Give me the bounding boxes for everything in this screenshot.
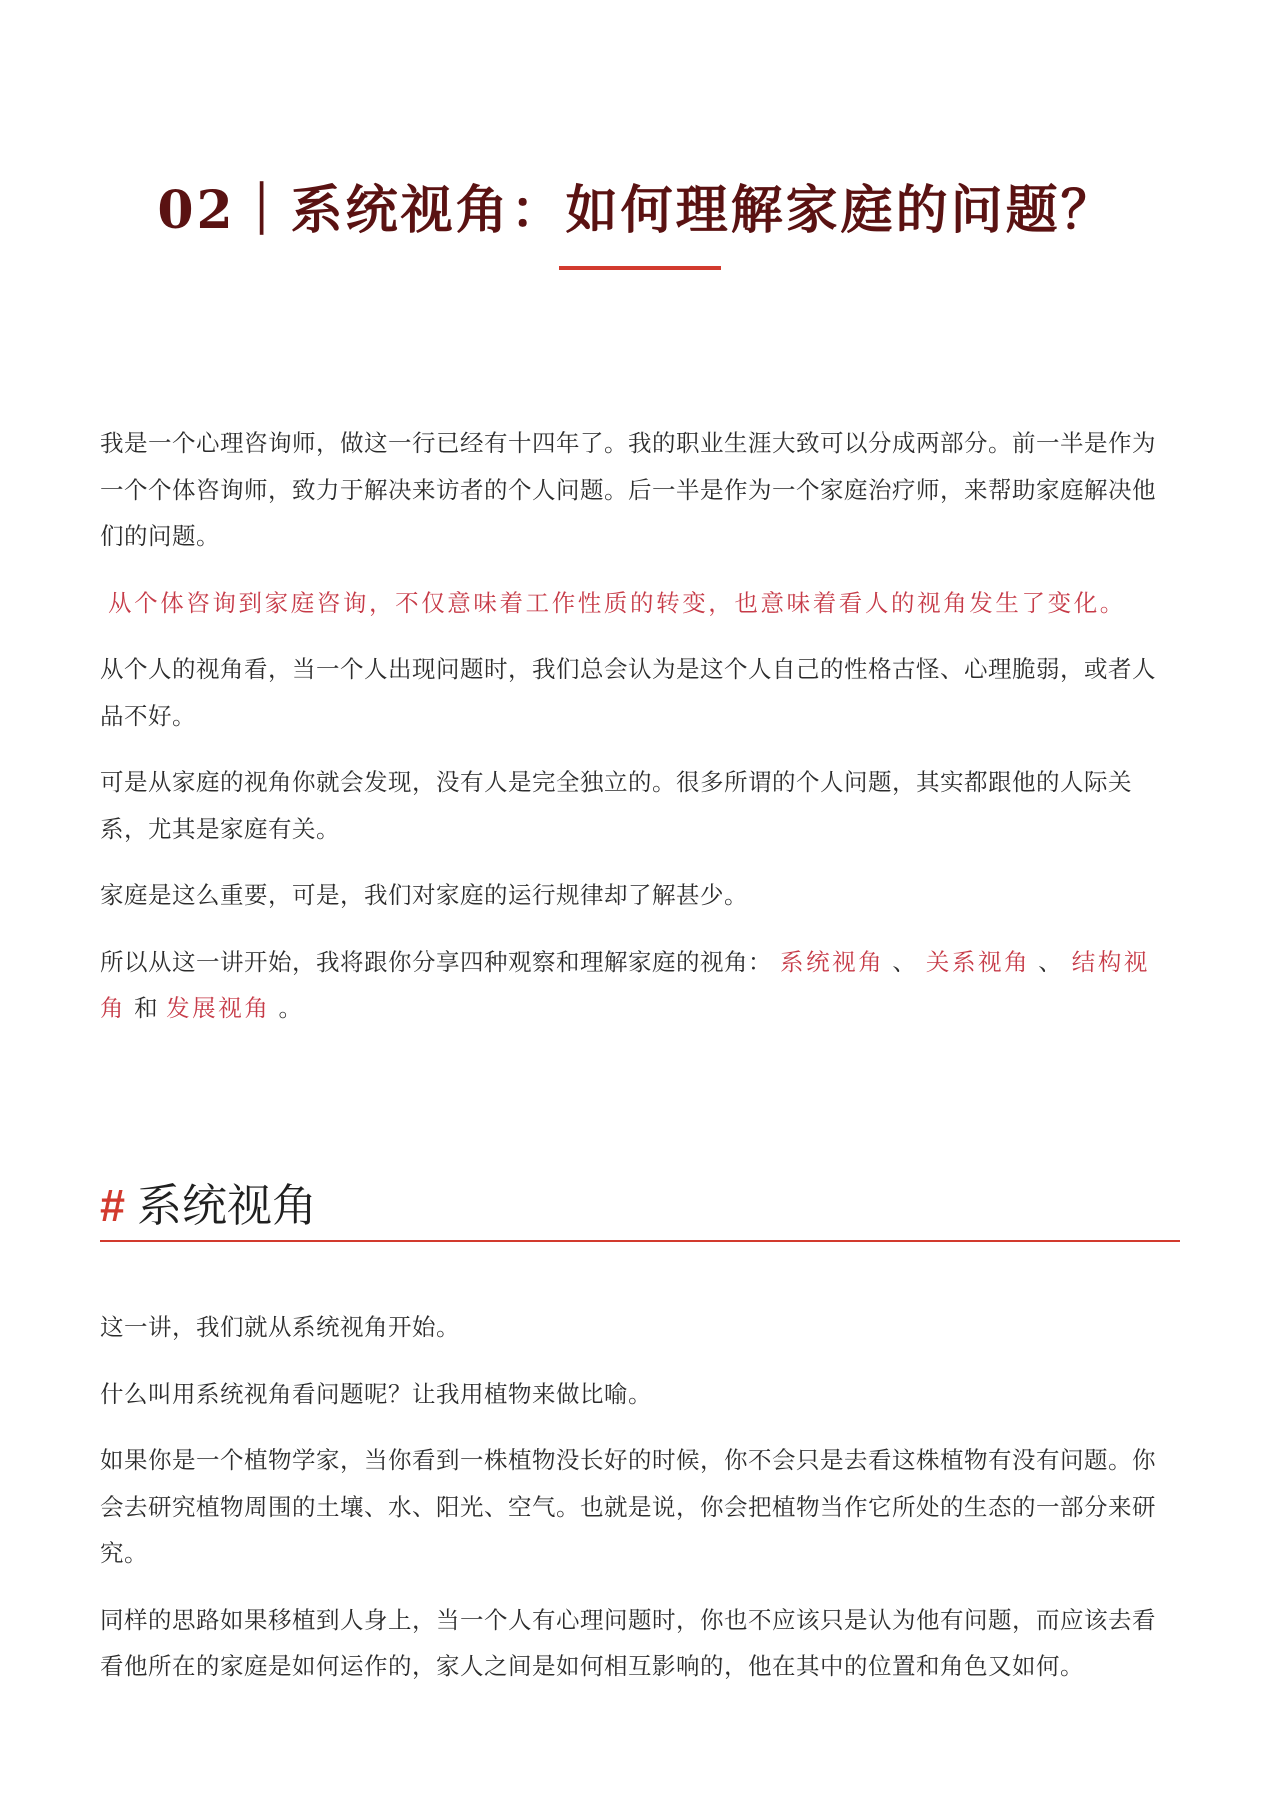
intro-highlight-paragraph: 从个体咨询到家庭咨询，不仅意味着工作性质的转变，也意味着看人的视角发生了变化。 xyxy=(108,588,1126,617)
section-heading xyxy=(100,1176,1180,1240)
section-paragraph-1: 这一讲，我们就从系统视角开始。 xyxy=(100,1313,460,1341)
section-paragraph-2: 什么叫用系统视角看问题呢？让我用植物来做比喻。 xyxy=(100,1379,652,1408)
intro-paragraph-1: 我是一个心理咨询师，做这一行已经有十四年了。我的职业生涯大致可以分成两部分。前一半是作为一个个体咨询师，致力于解决来访者的个人问题。后一半是作为一个家庭治疗师，来帮助家庭解决他们的问题。 xyxy=(100,429,1156,550)
page-title: 02｜系统视角：如何理解家庭的问题？ xyxy=(157,180,1116,241)
section-paragraph-4: 同样的思路如果移植到人身上，当一个人有心理问题时，你也不应该只是认为他有问题，而应该去看看他所在的家庭是如何运作的，家人之间是如何相互影响的，他在其中的位置和角色又如何。 xyxy=(100,1605,1156,1680)
intro-paragraph-3: 从个人的视角看，当一个人出现问题时，我们总会认为是这个人自己的性格古怪、心理脆弱，或者人品不好。 xyxy=(100,655,1156,730)
separator: 、 xyxy=(892,947,918,976)
hash-icon: # xyxy=(100,1180,126,1231)
section-divider xyxy=(100,1240,1180,1242)
intro-paragraph-6 xyxy=(100,939,1172,1032)
conjunction-text: 和 xyxy=(134,994,159,1022)
section-body xyxy=(100,1304,1172,1710)
separator: 、 xyxy=(1038,947,1064,976)
keyword-relationship-perspective: 关系视角 xyxy=(925,947,1031,976)
sentence-end: 。 xyxy=(278,994,303,1022)
keyword-structure-perspective: 结构视角 xyxy=(100,947,1151,1022)
keyword-system-perspective: 系统视角 xyxy=(779,947,885,976)
keyword-development-perspective: 发展视角 xyxy=(166,994,271,1022)
section-paragraph-3: 如果你是一个植物学家，当你看到一株植物没长好的时候，你不会只是去看这株植物有没有问题。你会去研究植物周围的土壤、水、阳光、空气。也就是说，你会把植物当作它所处的生态的一部分来研究。 xyxy=(100,1446,1156,1567)
intro-section xyxy=(100,420,1172,1052)
title-underline xyxy=(559,266,721,270)
section-heading-text: 系统视角 xyxy=(137,1179,318,1232)
perspectives-intro-text: 所以从这一讲开始，我将跟你分享四种观察和理解家庭的视角： xyxy=(100,947,772,976)
intro-paragraph-4: 可是从家庭的视角你就会发现，没有人是完全独立的。很多所谓的个人问题，其实都跟他的人际关系，尤其是家庭有关。 xyxy=(100,768,1132,843)
intro-paragraph-5: 家庭是这么重要，可是，我们对家庭的运行规律却了解甚少。 xyxy=(100,881,748,909)
